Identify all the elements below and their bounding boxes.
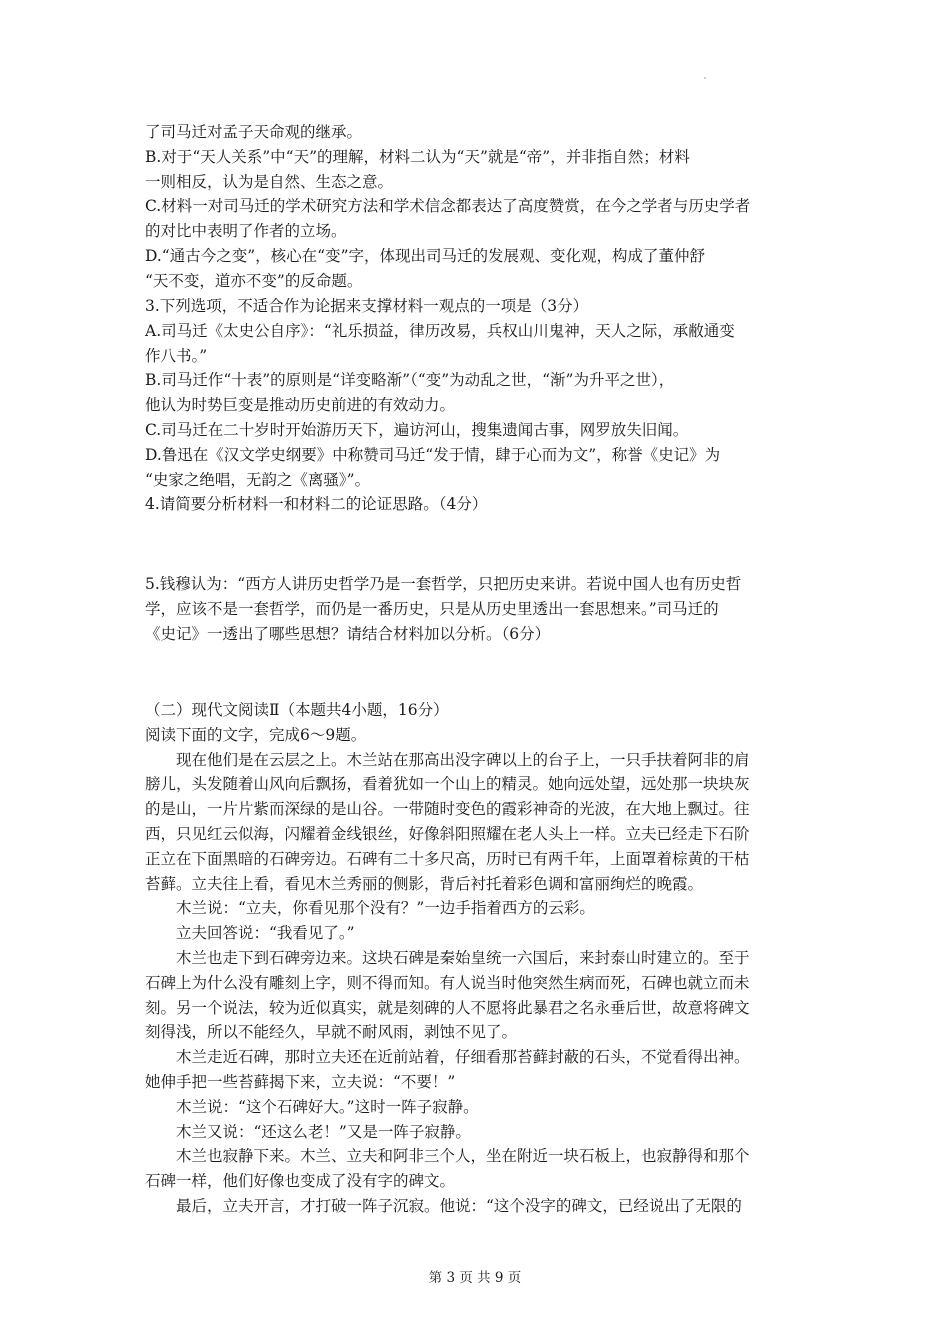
passage-line: 木兰也走下到石碑旁边来。这块石碑是秦始皇统一六国后，来封泰山时建立的。至于 [176, 948, 750, 967]
question-2-options [145, 120, 811, 294]
question-3 [145, 294, 811, 517]
option-b: B.司马迁作“十表”的原则是“详变略渐”（“变”为动乱之世，“渐”为升平之世）， [145, 371, 675, 390]
reading-section [145, 698, 811, 1219]
text-line: 的对比中表明了作者的立场。 [145, 222, 347, 241]
scan-dot [704, 77, 706, 79]
text-line: “天不变，道亦不变”的反命题。 [145, 271, 363, 290]
question-4: 4.请简要分析材料一和材料二的论证思路。（4分） [145, 495, 488, 514]
passage-line: 现在他们是在云层之上。木兰站在那高出没字碑以上的台子上，一只手扶着阿非的肩 [176, 750, 750, 769]
passage-line: 苔藓。立夫往上看，看见木兰秀丽的侧影，背后衬托着彩色调和富丽绚烂的晚霞。 [145, 874, 704, 893]
passage-line: 石碑上为什么没有雕刻上字，则不得而知。有人说当时他突然生病而死，石碑也就立而未 [145, 973, 750, 992]
passage-line: 刻得浅，所以不能经久，早就不耐风雨，剥蚀不见了。 [145, 1023, 518, 1042]
page-footer: 第 3 页 共 9 页 [428, 1270, 522, 1286]
text-line: 《史记》一透出了哪些思想？请结合材料加以分析。（6分） [145, 624, 551, 643]
passage-line: 木兰又说：“还这么老！”又是一阵子寂静。 [176, 1122, 471, 1141]
passage-line: 她伸手把一些苔藓揭下来，立夫说：“不要！” [145, 1072, 456, 1091]
option-c: C.司马迁在二十岁时开始游历天下，遍访河山，搜集遗闻古事，网罗放失旧闻。 [145, 420, 689, 439]
section-title: （二）现代文阅读Ⅱ（本题共4小题，16分） [145, 701, 449, 719]
option-d: D.鲁迅在《汉文学史纲要》中称赞司马迁“发于情，肆于心而为文”，称誉《史记》为 [145, 445, 721, 464]
passage-line: 木兰说：“这个石碑好大。”这时一阵子寂静。 [176, 1097, 479, 1116]
passage-line: 刻。另一个说法，较为近似真实，就是刻碑的人不愿将此暴君之名永垂后世，故意将碑文 [145, 998, 750, 1017]
question-5 [145, 572, 811, 646]
passage-line: 木兰也寂静下来。木兰、立夫和阿非三个人，坐在附近一块石板上，也寂静得和那个 [176, 1147, 750, 1166]
text-line: 学，应该不是一套哲学，而仍是一番历史，只是从历史里透出一套思想来。”司马迁的 [145, 599, 719, 618]
passage-line: 膀儿，头发随着山风向后飘扬，看着犹如一个山上的精灵。她向远处望，远处那一块块灰 [145, 775, 750, 794]
passage-line: 西，只见红云似海，闪耀着金线银丝，好像斜阳照耀在老人头上一样。立夫已经走下石阶 [145, 824, 750, 843]
passage-line: 立夫回答说：“我看见了。” [176, 924, 355, 943]
text-line: 5.钱穆认为：“西方人讲历史哲学乃是一套哲学，只把历史来讲。若说中国人也有历史哲 [145, 575, 742, 593]
section-instruction: 阅读下面的文字，完成6～9题。 [145, 725, 367, 744]
text-line: 了司马迁对孟子天命观的继承。 [145, 123, 363, 141]
passage-line: 正立在下面黑暗的石碑旁边。石碑有二十多尺高，历时已有两千年，上面罩着棕黄的干枯 [145, 849, 750, 868]
question-stem: 3.下列选项，不适合作为论据来支撑材料一观点的一项是（3分） [145, 297, 589, 315]
passage-line: 石碑一样，他们好像也变成了没有字的碑文。 [145, 1172, 456, 1191]
option-c: C.材料一对司马迁的学术研究方法和学术信念都表达了高度赞赏，在今之学者与历史学者 [145, 197, 751, 216]
option-d: D.“通古今之变”，核心在“变”字，体现出司马迁的发展观、变化观，构成了董仲舒 [145, 246, 706, 265]
option-a: A.司马迁《太史公自序》：“礼乐损益，律历改易，兵权山川鬼神，天人之际，承敝通变 [145, 321, 735, 340]
passage-line: 的是山，一片片紫而深绿的是山谷。一带随时变色的霞彩神奇的光波，在大地上飘过。往 [145, 800, 750, 819]
text-line: “史家之绝唱，无韵之《离骚》”。 [145, 470, 371, 489]
option-b: B.对于“天人关系”中“天”的理解，材料二认为“天”就是“帝”，并非指自然；材料 [145, 147, 690, 166]
text-line: 他认为时势巨变是推动历史前进的有效动力。 [145, 396, 456, 415]
text-line: 一则相反，认为是自然、生态之意。 [145, 172, 394, 191]
text-line: 作八书。” [145, 346, 208, 365]
passage-line: 最后，立夫开言，才打破一阵子沉寂。他说：“这个没字的碑文，已经说出了无限的 [176, 1196, 742, 1215]
passage-line: 木兰说：“立夫，你看见那个没有？”一边手指着西方的云彩。 [176, 899, 595, 918]
passage-line: 木兰走近石碑，那时立夫还在近前站着，仔细看那苔藓封蔽的石头，不觉看得出神。 [176, 1048, 750, 1067]
